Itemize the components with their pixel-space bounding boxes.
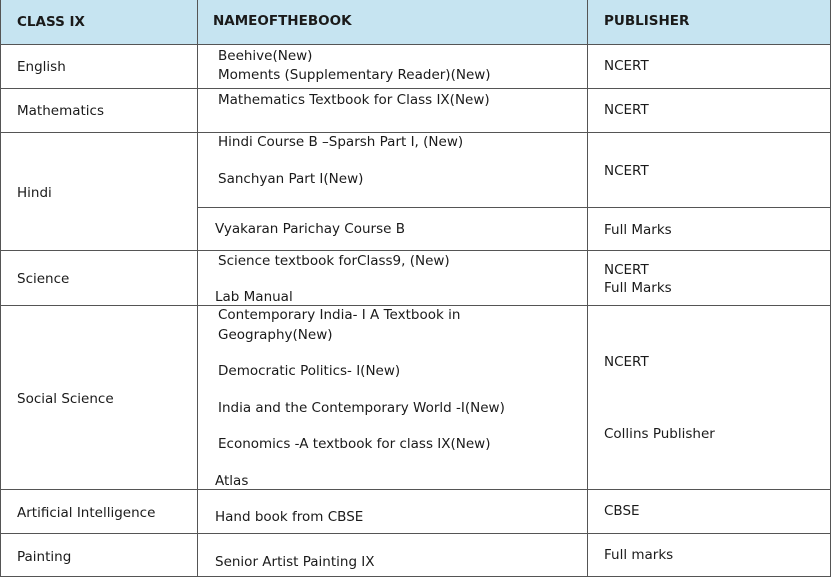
subject-cell: Mathematics: [17, 103, 104, 119]
book-cell: Democratic Politics- I(New): [218, 363, 401, 379]
publisher-cell: Full Marks: [604, 222, 672, 238]
publisher-cell: Collins Publisher: [604, 426, 715, 442]
publisher-cell: NCERT: [604, 163, 649, 179]
book-cell: Beehive(New): [218, 48, 313, 64]
header-class: CLASS IX: [17, 14, 85, 30]
row-divider: [0, 489, 831, 490]
subject-cell: Social Science: [17, 391, 114, 407]
publisher-cell: NCERT: [604, 354, 649, 370]
publisher-cell: Full Marks: [604, 280, 672, 296]
book-cell: Lab Manual: [215, 289, 293, 305]
row-divider: [0, 250, 831, 251]
book-cell: Sanchyan Part I(New): [218, 171, 364, 187]
row-divider: [0, 533, 831, 534]
column-divider-2: [587, 0, 588, 577]
publisher-cell: NCERT: [604, 58, 649, 74]
subject-cell: Science: [17, 271, 70, 287]
publisher-cell: CBSE: [604, 503, 640, 519]
book-cell: Geography(New): [218, 327, 333, 343]
publisher-cell: NCERT: [604, 102, 649, 118]
column-divider-1: [197, 0, 198, 577]
book-cell: Science textbook forClass9, (New): [218, 253, 450, 269]
book-cell: Moments (Supplementary Reader)(New): [218, 67, 491, 83]
header-book-name: NAMEOFTHEBOOK: [213, 13, 352, 29]
header-publisher: PUBLISHER: [604, 13, 690, 29]
book-cell: Contemporary India- I A Textbook in: [218, 307, 461, 323]
book-cell: Mathematics Textbook for Class IX(New): [218, 92, 490, 108]
book-cell: Hand book from CBSE: [215, 509, 364, 525]
book-cell: India and the Contemporary World -I(New): [218, 400, 505, 416]
row-divider: [0, 44, 831, 45]
row-divider: [197, 207, 831, 208]
row-divider: [0, 88, 831, 89]
table-border-bottom: [0, 576, 831, 577]
publisher-cell: NCERT: [604, 262, 649, 278]
book-cell: Hindi Course B –Sparsh Part I, (New): [218, 134, 464, 150]
subject-cell: Artificial Intelligence: [17, 505, 156, 521]
subject-cell: Painting: [17, 549, 72, 565]
table-header: [0, 0, 831, 44]
publisher-cell: Full marks: [604, 547, 674, 563]
subject-cell: English: [17, 59, 66, 75]
book-cell: Economics -A textbook for class IX(New): [218, 436, 491, 452]
table-border-left: [0, 0, 1, 577]
book-cell: Senior Artist Painting IX: [215, 554, 375, 570]
book-cell: Atlas: [215, 473, 249, 489]
book-cell: Vyakaran Parichay Course B: [215, 221, 405, 237]
subject-cell: Hindi: [17, 185, 52, 201]
